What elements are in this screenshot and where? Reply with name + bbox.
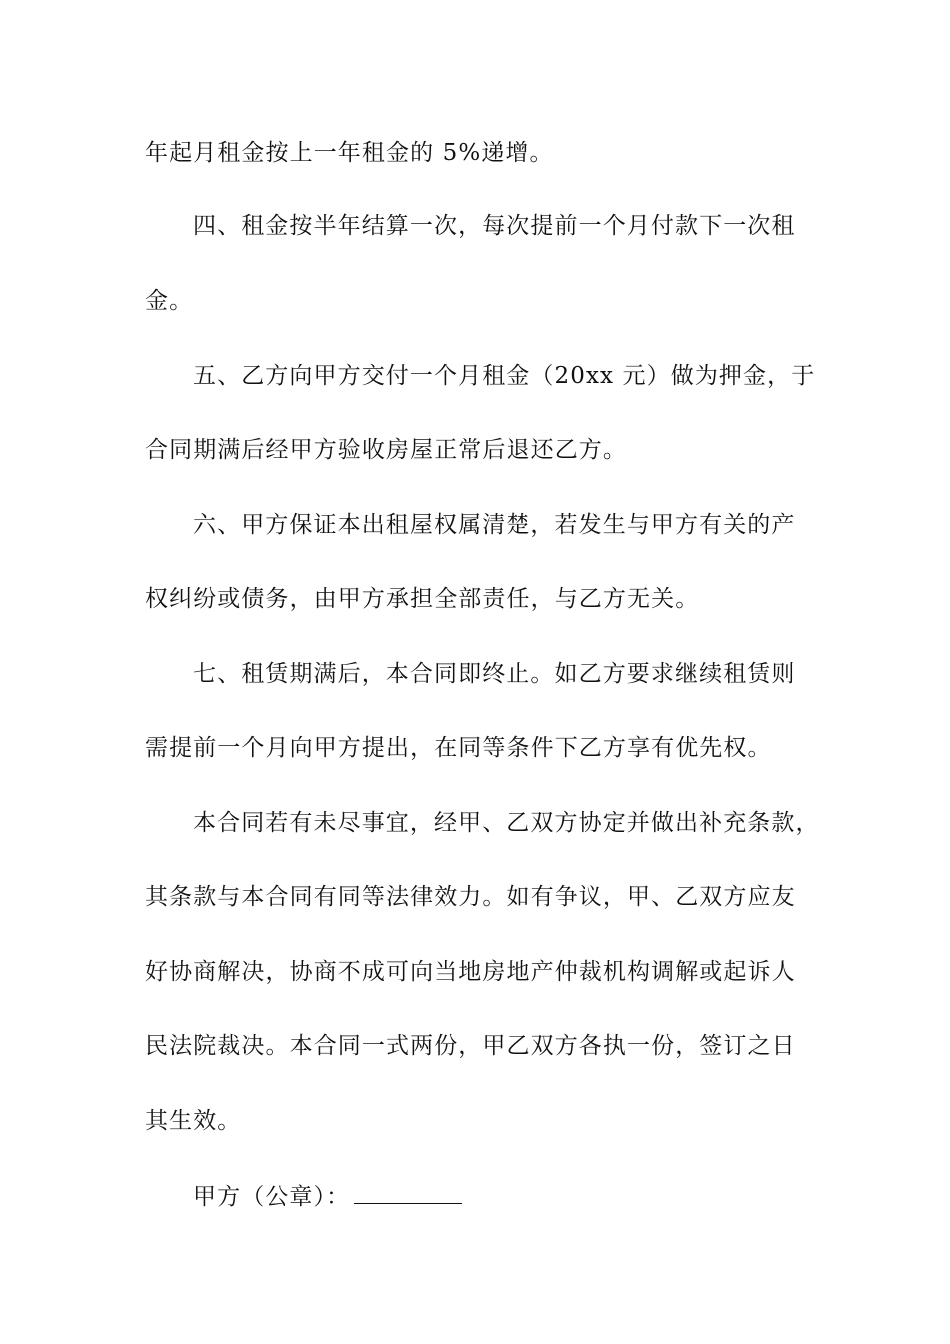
paragraph-line: 需提前一个月向甲方提出，在同等条件下乙方享有优先权。 bbox=[145, 735, 772, 761]
paragraph-line: 合同期满后经甲方验收房屋正常后退还乙方。 bbox=[145, 437, 627, 463]
signature-line bbox=[193, 1181, 462, 1212]
paragraph-line: 六、甲方保证本出租屋权属清楚，若发生与甲方有关的产 bbox=[193, 512, 796, 538]
paragraph-line: 民法院裁决。本合同一式两份，甲乙双方各执一份，签订之日 bbox=[145, 1033, 796, 1059]
paragraph-line: 五、乙方向甲方交付一个月租金（20xx 元）做为押金，于 bbox=[193, 363, 816, 389]
paragraph-line: 其条款与本合同有同等法律效力。如有争议，甲、乙双方应友 bbox=[145, 884, 796, 910]
paragraph-line: 金。 bbox=[145, 288, 194, 314]
signature-blank[interactable] bbox=[354, 1181, 462, 1204]
paragraph-line: 年起月租金按上一年租金的 5%递增。 bbox=[145, 140, 554, 166]
paragraph-line: 权纠纷或债务，由甲方承担全部责任，与乙方无关。 bbox=[145, 586, 700, 612]
signature-label: 甲方（公章）： bbox=[193, 1184, 351, 1210]
paragraph-line: 七、租赁期满后，本合同即终止。如乙方要求继续租赁则 bbox=[193, 661, 796, 687]
paragraph-line: 其生效。 bbox=[145, 1108, 242, 1134]
paragraph-line: 四、租金按半年结算一次，每次提前一个月付款下一次租 bbox=[193, 213, 796, 239]
paragraph-line: 本合同若有未尽事宜，经甲、乙双方协定并做出补充条款， bbox=[193, 810, 820, 836]
paragraph-line: 好协商解决，协商不成可向当地房地产仲裁机构调解或起诉人 bbox=[145, 959, 796, 985]
